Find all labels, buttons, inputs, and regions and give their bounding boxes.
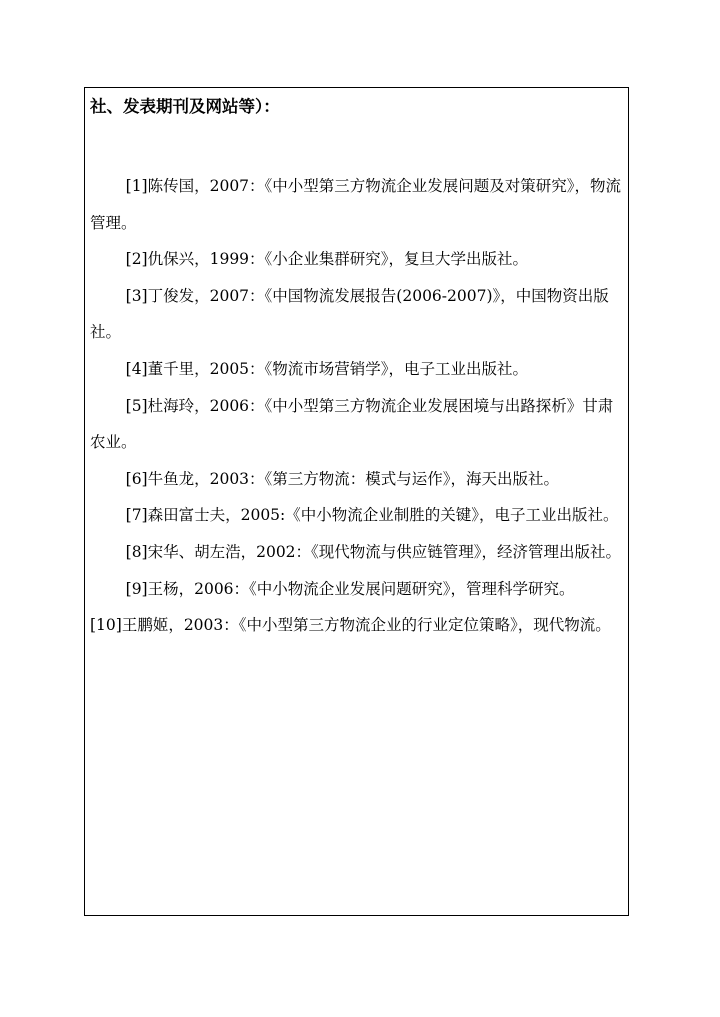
reference-item-3: [3]丁俊发，2007：《中国物流发展报告(2006-2007)》，中国物资出版社。 [90, 286, 609, 342]
reference-item-4: [4]董千里，2005：《物流市场营销学》，电子工业出版社。 [125, 359, 529, 378]
reference-item-5: [5]杜海玲，2006：《中小型第三方物流企业发展困境与出路探析》甘肃农业。 [90, 396, 614, 452]
reference-item-9: [9]王杨，2006：《中小物流企业发展问题研究》，管理科学研究。 [125, 579, 575, 598]
reference-item-1: [1]陈传国，2007：《中小型第三方物流企业发展问题及对策研究》，物流管理。 [90, 177, 622, 232]
section-heading: 社、发表期刊及网站等）： [90, 97, 280, 116]
reference-item-8: [8]宋华、胡左浩，2002：《现代物流与供应链管理》，经济管理出版社。 [125, 542, 622, 561]
reference-item-2: [2]仇保兴，1999：《小企业集群研究》，复旦大学出版社。 [125, 250, 529, 269]
reference-item-10: [10]王鹏姬，2003：《中小型第三方物流企业的行业定位策略》，现代物流。 [90, 616, 611, 635]
reference-item-6: [6]牛鱼龙，2003：《第三方物流：模式与运作》，海天出版社。 [125, 469, 560, 488]
reference-item-7: [7]森田富士夫，2005:《中小物流企业制胜的关键》，电子工业出版社。 [125, 506, 619, 525]
reference-list [90, 168, 626, 644]
